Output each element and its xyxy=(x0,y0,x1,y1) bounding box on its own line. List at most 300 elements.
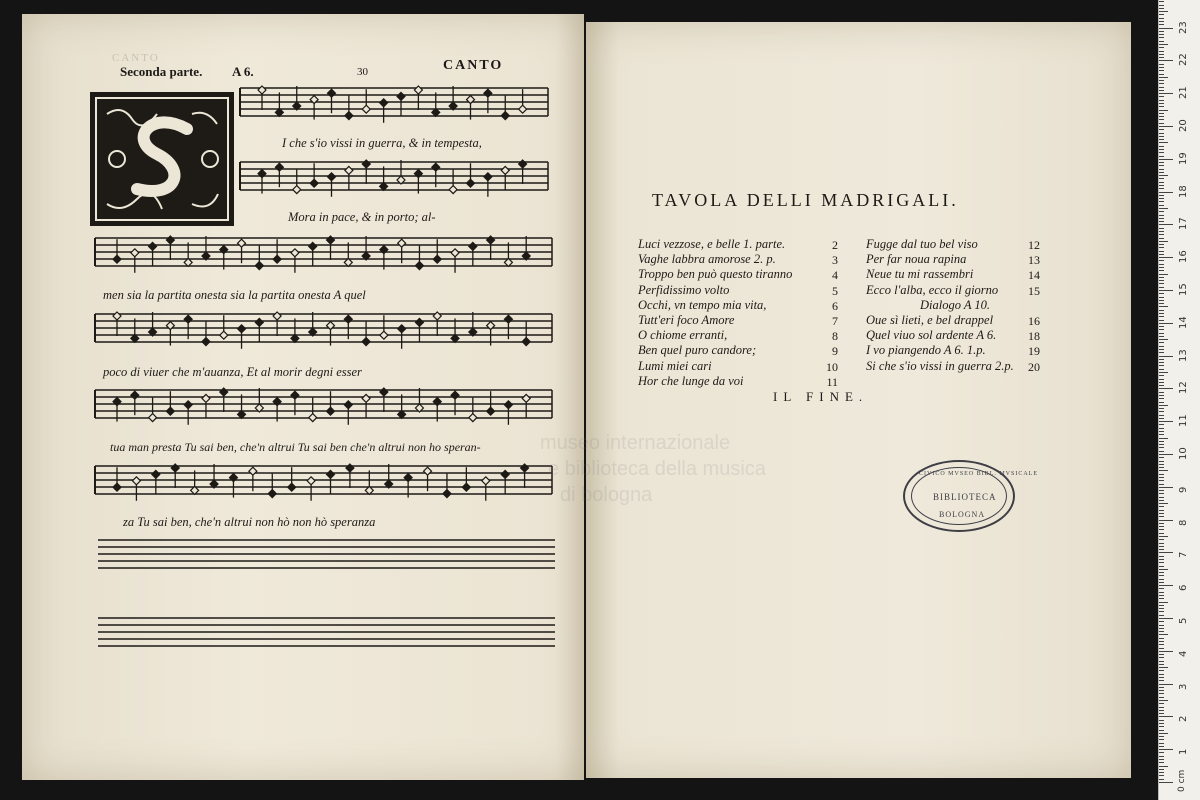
ruler-tick xyxy=(1159,536,1168,537)
ruler-tick xyxy=(1159,497,1164,498)
ruler-tick xyxy=(1159,782,1173,783)
ruler-tick xyxy=(1159,546,1164,547)
ruler-label: 2 xyxy=(1178,716,1189,723)
ruler-tick xyxy=(1159,208,1168,209)
note xyxy=(327,407,335,415)
ruler-tick xyxy=(1159,277,1164,278)
note xyxy=(220,331,228,339)
note xyxy=(467,179,475,187)
ruler-tick xyxy=(1159,598,1164,599)
ruler-label: 10 xyxy=(1178,447,1189,460)
note xyxy=(131,391,139,399)
note xyxy=(362,394,370,402)
lyric-line-1: I che s'io vissi in guerra, & in tempesta, xyxy=(282,136,482,150)
ruler-tick xyxy=(1159,700,1168,701)
toc-left-entry-title: Troppo ben può questo tiranno xyxy=(638,267,793,282)
note xyxy=(152,470,160,478)
note xyxy=(255,318,263,326)
ruler-tick xyxy=(1159,585,1173,586)
ruler-tick xyxy=(1159,369,1164,370)
ruler-tick xyxy=(1159,5,1164,6)
note xyxy=(362,105,370,113)
toc-right-entry-number: 18 xyxy=(1028,329,1040,344)
ruler-tick xyxy=(1159,90,1164,91)
ruler-tick xyxy=(1159,411,1164,412)
ruler-tick xyxy=(1159,14,1164,15)
note xyxy=(220,388,228,396)
lyric-line-2: Mora in pace, & in porto; al- xyxy=(288,210,436,224)
ruler-tick xyxy=(1159,707,1164,708)
ruler-tick xyxy=(1159,703,1164,704)
ruler-tick xyxy=(1159,293,1164,294)
ruler-label: 6 xyxy=(1178,584,1189,592)
ruler-tick xyxy=(1159,126,1173,127)
ruler-tick xyxy=(1159,326,1164,327)
toc-right-entry-number: 20 xyxy=(1028,359,1040,374)
note xyxy=(328,89,336,97)
ruler-label: 15 xyxy=(1178,283,1189,296)
ruler-tick xyxy=(1159,274,1168,275)
ruler-tick xyxy=(1159,690,1164,691)
note xyxy=(521,464,529,472)
note xyxy=(449,186,457,194)
ruler-tick xyxy=(1159,756,1164,757)
ruler-tick xyxy=(1159,41,1164,42)
ruler-tick xyxy=(1159,51,1164,52)
ruler-tick xyxy=(1159,615,1164,616)
note xyxy=(328,173,336,181)
note xyxy=(469,414,477,422)
ruler-tick xyxy=(1159,178,1164,179)
ruler-tick xyxy=(1159,556,1164,557)
ruler-label: 22 xyxy=(1178,53,1189,67)
ruler-tick xyxy=(1159,198,1164,199)
ruler-tick xyxy=(1159,1,1164,2)
ruler-tick xyxy=(1159,392,1164,393)
ruler-tick xyxy=(1159,569,1168,570)
measurement-ruler xyxy=(1158,0,1200,800)
ruler-tick xyxy=(1159,474,1164,475)
toc-left-entry-number: 4 xyxy=(832,268,838,283)
ruler-tick xyxy=(1159,119,1164,120)
ruler-tick xyxy=(1159,218,1164,219)
note xyxy=(519,105,527,113)
ruler-tick xyxy=(1159,638,1164,639)
ruler-tick xyxy=(1159,290,1173,291)
note xyxy=(484,89,492,97)
ruler-label: 20 xyxy=(1178,119,1189,132)
ruler-tick xyxy=(1159,142,1168,143)
ruler-tick xyxy=(1159,195,1164,196)
ruler-tick xyxy=(1159,451,1164,452)
ruler-tick xyxy=(1159,457,1164,458)
note xyxy=(291,249,299,257)
ruler-tick xyxy=(1159,156,1164,157)
ruler-tick xyxy=(1159,8,1164,9)
note xyxy=(238,325,246,333)
ruler-tick xyxy=(1159,336,1164,337)
note xyxy=(398,239,406,247)
note xyxy=(113,255,121,263)
lyric-line-6: za Tu sai ben, che'n altrui non hò non hò speranza xyxy=(123,515,376,529)
ruler-tick xyxy=(1159,106,1164,107)
ruler-tick xyxy=(1159,241,1168,242)
ruler-tick xyxy=(1159,395,1164,396)
ruler-tick xyxy=(1159,588,1164,589)
toc-right-entry-title: Oue sì lieti, e bel drappel xyxy=(866,313,994,327)
note xyxy=(380,331,388,339)
ruler-tick xyxy=(1159,165,1164,166)
library-stamp xyxy=(903,460,1039,532)
ruler-tick xyxy=(1159,579,1164,580)
ruler-tick xyxy=(1159,382,1164,383)
note xyxy=(362,338,370,346)
ruler-tick xyxy=(1159,716,1173,717)
ruler-tick xyxy=(1159,303,1164,304)
toc-left-entry-title: Lumi miei cari xyxy=(638,358,712,373)
note xyxy=(202,338,210,346)
ruler-tick xyxy=(1159,592,1164,593)
note xyxy=(451,249,459,257)
end-text: IL FINE. xyxy=(773,389,869,404)
ruler-tick xyxy=(1159,398,1164,399)
note xyxy=(504,401,512,409)
ruler-tick xyxy=(1159,582,1164,583)
ruler-tick xyxy=(1159,257,1173,258)
ruler-tick xyxy=(1159,461,1164,462)
toc-right-entry-number: 14 xyxy=(1028,268,1040,283)
note xyxy=(433,312,441,320)
ruler-label: 18 xyxy=(1178,184,1189,198)
toc-right-entry-number: 12 xyxy=(1028,238,1040,252)
ruler-tick xyxy=(1159,634,1168,635)
staff xyxy=(95,312,552,349)
ruler-tick xyxy=(1159,628,1164,629)
ruler-tick xyxy=(1159,487,1173,488)
ruler-tick xyxy=(1159,244,1164,245)
toc-left-entry-number: 6 xyxy=(832,298,838,313)
note xyxy=(345,166,353,174)
ruler-tick xyxy=(1159,349,1164,350)
note xyxy=(184,315,192,323)
toc-left-entry-number: 5 xyxy=(832,283,838,298)
ruler-tick xyxy=(1159,529,1164,530)
ruler-tick xyxy=(1159,520,1173,521)
ruler-tick xyxy=(1159,605,1164,606)
ruler-tick xyxy=(1159,421,1173,422)
toc-left-entry-number: 10 xyxy=(826,359,838,374)
ruler-tick xyxy=(1159,139,1164,140)
ruler-tick xyxy=(1159,385,1164,386)
ruler-tick xyxy=(1159,37,1164,38)
note xyxy=(487,407,495,415)
ruler-tick xyxy=(1159,182,1164,183)
ruler-tick xyxy=(1159,618,1173,619)
ruler-tick xyxy=(1159,661,1164,662)
note xyxy=(268,490,276,498)
ruler-tick xyxy=(1159,24,1164,25)
ruler-tick xyxy=(1159,670,1164,671)
ruler-tick xyxy=(1159,644,1164,645)
ruler-tick xyxy=(1159,697,1164,698)
note xyxy=(184,401,192,409)
ruler-label: 12 xyxy=(1178,381,1189,395)
toc-right-entry-number: 15 xyxy=(1028,283,1040,298)
ruler-tick xyxy=(1159,775,1164,776)
ruler-tick xyxy=(1159,523,1164,524)
toc-right-entry-title: I vo piangendo A 6. 1.p. xyxy=(866,343,986,358)
note xyxy=(482,477,490,485)
note xyxy=(519,160,527,168)
note xyxy=(504,315,512,323)
ruler-tick xyxy=(1159,743,1164,744)
ruler-tick xyxy=(1159,215,1164,216)
toc-left-entry-title: O chiome erranti, xyxy=(638,328,728,343)
ruler-tick xyxy=(1159,575,1164,576)
ruler-tick xyxy=(1159,192,1173,193)
ruler-tick xyxy=(1159,674,1164,675)
toc-right-entry-title: Si che s'io vissi in guerra 2.p. xyxy=(866,358,1014,373)
staff xyxy=(98,540,555,568)
ruler-tick xyxy=(1159,526,1164,527)
note xyxy=(501,166,509,174)
toc-left-entry-title: Vaghe labbra amorose 2. p. xyxy=(638,252,776,267)
ruler-tick xyxy=(1159,552,1173,553)
toc-right-entry-number: 13 xyxy=(1028,253,1040,268)
note xyxy=(501,470,509,478)
toc-right-entry-title: Neue tu mi rassembri xyxy=(866,267,974,282)
ruler-tick xyxy=(1159,621,1164,622)
ruler-tick xyxy=(1159,769,1164,770)
ruler-tick xyxy=(1159,759,1164,760)
note xyxy=(249,467,257,475)
note xyxy=(522,394,530,402)
note xyxy=(327,236,335,244)
ruler-tick xyxy=(1159,693,1164,694)
ruler-tick xyxy=(1159,67,1164,68)
toc-left-entry-title: Luci vezzose, e belle 1. parte. xyxy=(638,237,786,251)
ruler-tick xyxy=(1159,96,1164,97)
ruler-label: 11 xyxy=(1178,414,1189,428)
note xyxy=(414,86,422,94)
ruler-tick xyxy=(1159,313,1164,314)
note xyxy=(273,312,281,320)
ruler-tick xyxy=(1159,359,1164,360)
ruler-tick xyxy=(1159,454,1173,455)
ruler-tick xyxy=(1159,513,1164,514)
staff xyxy=(240,86,548,123)
ruler-tick xyxy=(1159,342,1164,343)
ruler-tick xyxy=(1159,516,1164,517)
ruler-tick xyxy=(1159,159,1173,160)
ruler-tick xyxy=(1159,205,1164,206)
ruler-tick xyxy=(1159,34,1164,35)
ruler-tick xyxy=(1159,211,1164,212)
toc-left-entry-number: 7 xyxy=(832,314,838,328)
note xyxy=(258,86,266,94)
ruler-tick xyxy=(1159,356,1173,357)
note xyxy=(415,262,423,270)
note xyxy=(397,92,405,100)
ruler-tick xyxy=(1159,169,1164,170)
staff xyxy=(95,236,552,273)
ruler-tick xyxy=(1159,533,1164,534)
ruler-tick xyxy=(1159,280,1164,281)
ruler-tick xyxy=(1159,103,1164,104)
ruler-tick xyxy=(1159,625,1164,626)
ruler-tick xyxy=(1159,641,1164,642)
note xyxy=(288,483,296,491)
ruler-tick xyxy=(1159,667,1168,668)
ruler-tick xyxy=(1159,83,1164,84)
ruler-tick xyxy=(1159,149,1164,150)
note xyxy=(275,163,283,171)
ruler-tick xyxy=(1159,470,1168,471)
ruler-tick xyxy=(1159,333,1164,334)
note xyxy=(166,236,174,244)
ruler-tick xyxy=(1159,749,1173,750)
music-staves xyxy=(0,0,600,700)
note xyxy=(307,477,315,485)
ruler-tick xyxy=(1159,566,1164,567)
ruler-tick xyxy=(1159,346,1164,347)
ruler-tick xyxy=(1159,602,1168,603)
ruler-tick xyxy=(1159,762,1164,763)
lyric-line-4: poco di viuer che m'auanza, Et al morir degni esser xyxy=(103,365,362,379)
ruler-tick xyxy=(1159,408,1164,409)
ruler-tick xyxy=(1159,267,1164,268)
ruler-tick xyxy=(1159,234,1164,235)
ruler-tick xyxy=(1159,431,1164,432)
ruler-tick xyxy=(1159,87,1164,88)
note xyxy=(380,388,388,396)
ruler-tick xyxy=(1159,746,1164,747)
note xyxy=(484,173,492,181)
ruler-label: 5 xyxy=(1178,617,1189,624)
stamp-bottom-text: BOLOGNA xyxy=(939,510,986,519)
ruler-tick xyxy=(1159,123,1164,124)
ruler-tick xyxy=(1159,18,1164,19)
ruler-tick xyxy=(1159,484,1164,485)
toc-left-entry-number: 2 xyxy=(832,238,838,252)
note xyxy=(310,179,318,187)
voice-part-label: CANTO xyxy=(443,58,504,73)
note xyxy=(273,255,281,263)
ruler-label: 13 xyxy=(1178,348,1189,362)
watermark-line-3: di bologna xyxy=(560,484,653,506)
stamp-top-text: CIVICO MVSEO BIBL. MVSICALE xyxy=(919,471,1039,477)
watermark-line-1: museo internazionale xyxy=(540,432,731,454)
note xyxy=(462,483,470,491)
ruler-tick xyxy=(1159,221,1164,222)
note xyxy=(113,483,121,491)
show-through-header: CANTO xyxy=(112,52,160,64)
ruler-tick xyxy=(1159,713,1164,714)
ruler-tick xyxy=(1159,490,1164,491)
ruler-tick xyxy=(1159,677,1164,678)
ruler-tick xyxy=(1159,228,1164,229)
toc-left-entry-title: Hor che lunge da voi xyxy=(638,373,744,388)
ruler-tick xyxy=(1159,57,1164,58)
note xyxy=(344,315,352,323)
ruler-tick xyxy=(1159,64,1164,65)
ruler-tick xyxy=(1159,444,1164,445)
toc-left-entry-title: Occhi, vn tempo mia vita, xyxy=(638,297,767,312)
ruler-tick xyxy=(1159,352,1164,353)
ruler-label: 16 xyxy=(1178,250,1189,264)
ruler-tick xyxy=(1159,323,1173,324)
watermark-line-2: e biblioteca della musica xyxy=(548,458,766,480)
ruler-tick xyxy=(1159,503,1168,504)
ruler-tick xyxy=(1159,379,1164,380)
ruler-tick xyxy=(1159,467,1164,468)
ruler-label: 1 xyxy=(1178,748,1189,756)
ruler-tick xyxy=(1159,247,1164,248)
ruler-tick xyxy=(1159,447,1164,448)
ruler-tick xyxy=(1159,428,1164,429)
ruler-tick xyxy=(1159,464,1164,465)
note xyxy=(433,255,441,263)
ruler-tick xyxy=(1159,415,1164,416)
ruler-tick xyxy=(1159,736,1164,737)
note xyxy=(132,477,140,485)
ruler-tick xyxy=(1159,238,1164,239)
note xyxy=(501,112,509,120)
ruler-tick xyxy=(1159,424,1164,425)
ruler-tick xyxy=(1159,562,1164,563)
ruler-tick xyxy=(1159,418,1164,419)
ruler-tick xyxy=(1159,283,1164,284)
ruler-tick xyxy=(1159,500,1164,501)
toc-left-entry-title: Perfidissimo volto xyxy=(638,282,730,297)
ruler-label: 3 xyxy=(1178,683,1189,690)
ruler-tick xyxy=(1159,372,1168,373)
ruler-tick xyxy=(1159,70,1164,71)
ruler-tick xyxy=(1159,110,1168,111)
section-label: Seconda parte. xyxy=(120,64,203,79)
ruler-tick xyxy=(1159,608,1164,609)
ruler-tick xyxy=(1159,146,1164,147)
ruler-tick xyxy=(1159,80,1164,81)
ruler-tick xyxy=(1159,100,1164,101)
note xyxy=(131,249,139,257)
ruler-tick xyxy=(1159,270,1164,271)
toc-right-entry-title: Per far noua rapina xyxy=(866,252,967,267)
ruler-tick xyxy=(1159,339,1168,340)
ruler-tick xyxy=(1159,320,1164,321)
ruler-tick xyxy=(1159,543,1164,544)
ruler-tick xyxy=(1159,224,1173,225)
ruler-tick xyxy=(1159,710,1164,711)
note xyxy=(345,112,353,120)
ruler-label: 14 xyxy=(1178,316,1189,329)
ruler-tick xyxy=(1159,201,1164,202)
note xyxy=(171,464,179,472)
table-of-contents-title: TAVOLA DELLI MADRIGALI. xyxy=(652,190,959,210)
ruler-tick xyxy=(1159,405,1168,406)
ruler-tick xyxy=(1159,175,1168,176)
ruler-tick xyxy=(1159,723,1164,724)
page-number: 30 xyxy=(357,66,368,78)
note xyxy=(451,391,459,399)
staff xyxy=(95,464,552,501)
ruler-label: 19 xyxy=(1178,152,1189,165)
toc-left-entry-number: 8 xyxy=(832,329,838,344)
ruler-tick xyxy=(1159,74,1164,75)
ruler-tick xyxy=(1159,739,1164,740)
ruler-tick xyxy=(1159,28,1173,29)
ruler-tick xyxy=(1159,316,1164,317)
